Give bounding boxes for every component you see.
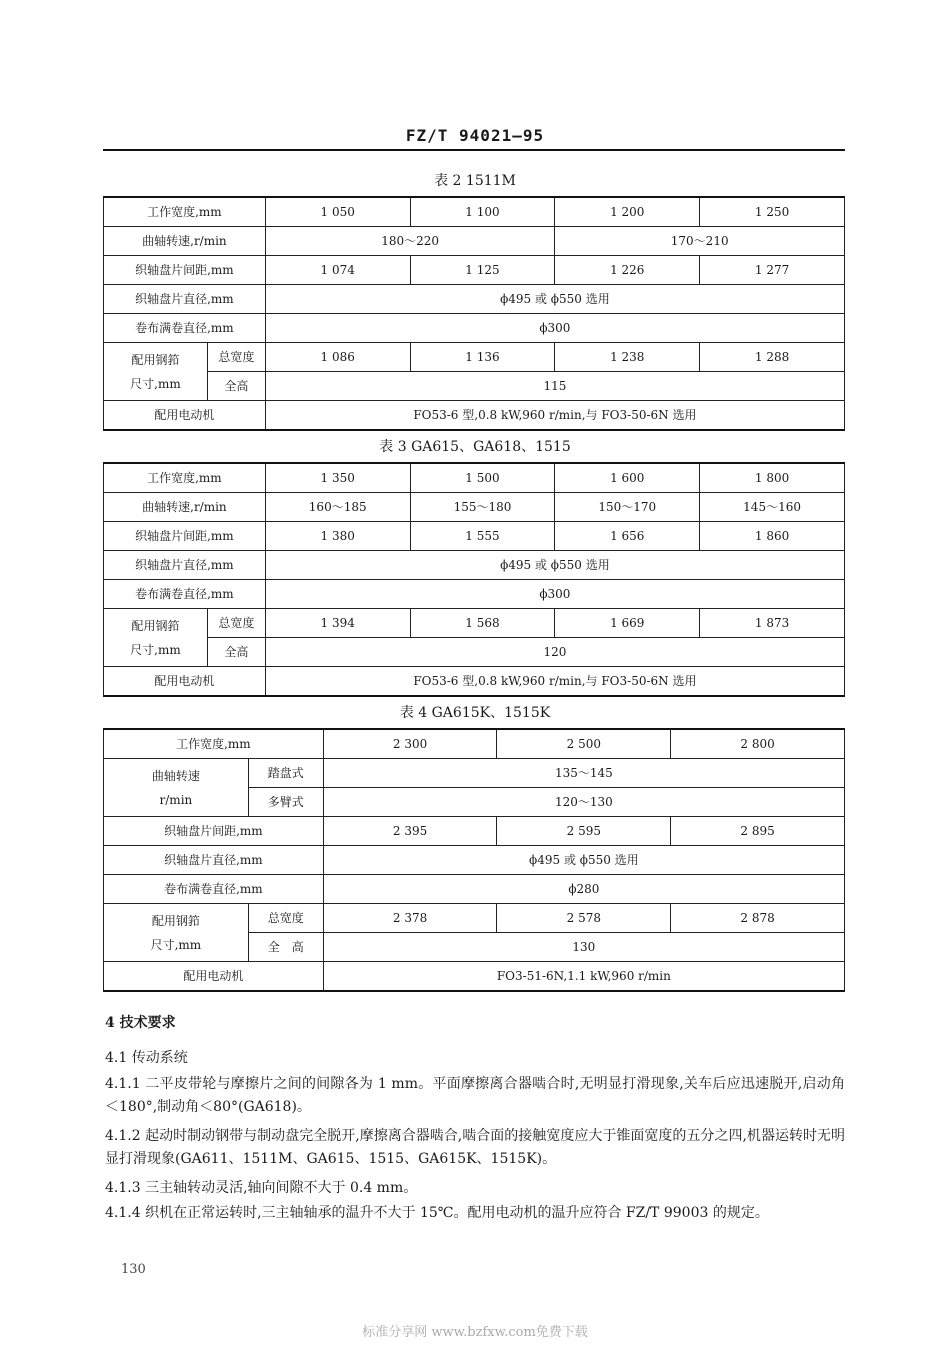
cell: ϕ495 或 ϕ550 选用 [265,551,844,580]
section-heading: 4 技术要求 [105,1015,176,1031]
table-row [104,197,845,227]
paragraph-4-1-1: 4.1.1 二平皮带轮与摩擦片之间的间隙各为 1 mm。平面摩擦离合器啮合时,无明显打滑现象,关车后应迅速脱开,启动角＜180°,制动角＜80°(GA618)。 [105,1076,845,1115]
table-row [104,609,845,638]
table-row [104,372,845,401]
cell: 135～145 [323,759,844,788]
row-label [104,904,249,962]
table-row [104,343,845,372]
sub-label: 踏盘式 [248,759,323,788]
cell: ϕ300 [265,314,844,343]
table-row [104,227,845,256]
table-row [104,580,845,609]
table-row [104,463,845,493]
row-label: 工作宽度,mm [104,729,324,759]
paragraph-4-1-3: 4.1.3 三主轴转动灵活,轴向间隙不大于 0.4 mm。 [105,1180,418,1196]
cell: FO3-51-6N,1.1 kW,960 r/min [323,962,844,992]
cell: FO53-6 型,0.8 kW,960 r/min,与 FO3-50-6N 选用 [265,401,844,431]
paragraph-4-1-4: 4.1.4 织机在正常运转时,三主轴轴承的温升不大于 15℃。配用电动机的温升应符合 FZ/T 99003 的规定。 [105,1205,769,1221]
table-row [104,875,845,904]
row-label: 配用电动机 [104,401,266,431]
row-label: 织轴盘片间距,mm [104,817,324,846]
table-row [104,729,845,759]
cell: 1 250 [700,197,845,227]
sub-label: 多臂式 [248,788,323,817]
crank-label-line1: 曲轴转速 [151,768,200,783]
table2 [103,196,845,431]
row-label [104,609,208,667]
cell: ϕ495 或 ϕ550 选用 [265,285,844,314]
row-label: 织轴盘片间距,mm [104,522,266,551]
cell: 2 378 [323,904,497,933]
table-row [104,759,845,788]
sub-label: 全 高 [248,933,323,962]
row-label: 卷布满卷直径,mm [104,875,324,904]
row-label: 工作宽度,mm [104,463,266,493]
sub-label: 总宽度 [207,609,265,638]
cell: 1 136 [410,343,555,372]
table-row [104,638,845,667]
cell: 1 873 [700,609,845,638]
cell: 2 500 [497,729,671,759]
cell: 1 238 [555,343,700,372]
row-label: 曲轴转速,r/min [104,493,266,522]
row-label: 织轴盘片直径,mm [104,285,266,314]
cell: 115 [265,372,844,401]
row-label: 织轴盘片直径,mm [104,846,324,875]
row-label: 工作宽度,mm [104,197,266,227]
row-label: 卷布满卷直径,mm [104,314,266,343]
header-rule [103,149,845,151]
cell: 1 500 [410,463,555,493]
row-label: 卷布满卷直径,mm [104,580,266,609]
paragraph-4-1-2: 4.1.2 起动时制动钢带与制动盘完全脱开,摩擦离合器啮合,啮合面的接触宽度应大于锥面宽度的五分之四,机器运转时无明显打滑现象(GA611、1511M、GA615、1515、GA615K、1515K)。 [105,1128,845,1167]
table-row [104,667,845,697]
cell: 1 656 [555,522,700,551]
cell: 1 277 [700,256,845,285]
row-label: 配用电动机 [104,962,324,992]
table-row [104,551,845,580]
cell: 2 878 [671,904,845,933]
cell: 1 800 [700,463,845,493]
reed-label-line2: 尺寸,mm [150,937,202,952]
standard-number-header: FZ/T 94021—95 [405,126,545,145]
reed-label-line1: 配用钢筘 [151,913,200,928]
table-row [104,904,845,933]
cell: 1 669 [555,609,700,638]
cell: 1 086 [265,343,410,372]
cell: 155～180 [410,493,555,522]
cell: 1 200 [555,197,700,227]
table-row [104,846,845,875]
cell: 1 226 [555,256,700,285]
sub-label: 全高 [207,638,265,667]
cell: 1 568 [410,609,555,638]
cell: 2 578 [497,904,671,933]
cell: 120～130 [323,788,844,817]
sub-label: 总宽度 [248,904,323,933]
row-label: 织轴盘片间距,mm [104,256,266,285]
cell: 180～220 [265,227,555,256]
table3-caption: 表 3 GA615、GA618、1515 [379,439,571,455]
watermark-footer: 标准分享网 www.bzfxw.com免费下载 [362,1325,588,1340]
cell: 1 074 [265,256,410,285]
cell: 1 288 [700,343,845,372]
row-label: 织轴盘片直径,mm [104,551,266,580]
row-label: 配用电动机 [104,667,266,697]
table-row [104,285,845,314]
cell: 1 380 [265,522,410,551]
table-row [104,493,845,522]
reed-label-line2: 尺寸,mm [130,376,181,391]
cell: 1 860 [700,522,845,551]
cell: 2 800 [671,729,845,759]
row-label [104,343,208,401]
table4 [103,728,845,992]
table-row [104,401,845,431]
cell: ϕ495 或 ϕ550 选用 [323,846,844,875]
cell: 130 [323,933,844,962]
cell: 150～170 [555,493,700,522]
table2-caption: 表 2 1511M [434,173,516,189]
cell: 1 350 [265,463,410,493]
table-row [104,314,845,343]
cell: 145～160 [700,493,845,522]
subsection-heading: 4.1 传动系统 [105,1050,188,1066]
cell: 2 895 [671,817,845,846]
cell: 120 [265,638,844,667]
row-label [104,759,249,817]
page-number: 130 [121,1262,146,1277]
reed-label-line1: 配用钢筘 [131,352,180,367]
cell: 1 600 [555,463,700,493]
table3 [103,462,845,697]
cell: 2 395 [323,817,497,846]
cell: 1 125 [410,256,555,285]
table-row [104,962,845,992]
cell: ϕ280 [323,875,844,904]
table-row [104,817,845,846]
cell: 170～210 [555,227,845,256]
row-label: 曲轴转速,r/min [104,227,266,256]
sub-label: 总宽度 [207,343,265,372]
table-row [104,522,845,551]
cell: FO53-6 型,0.8 kW,960 r/min,与 FO3-50-6N 选用 [265,667,844,697]
reed-label-line2: 尺寸,mm [130,642,181,657]
cell: 1 394 [265,609,410,638]
crank-label-line2: r/min [159,792,193,807]
table4-caption: 表 4 GA615K、1515K [399,705,551,721]
cell: ϕ300 [265,580,844,609]
cell: 2 595 [497,817,671,846]
cell: 1 100 [410,197,555,227]
cell: 1 050 [265,197,410,227]
table-row [104,256,845,285]
sub-label: 全高 [207,372,265,401]
cell: 1 555 [410,522,555,551]
reed-label-line1: 配用钢筘 [131,618,180,633]
cell: 2 300 [323,729,497,759]
cell: 160～185 [265,493,410,522]
